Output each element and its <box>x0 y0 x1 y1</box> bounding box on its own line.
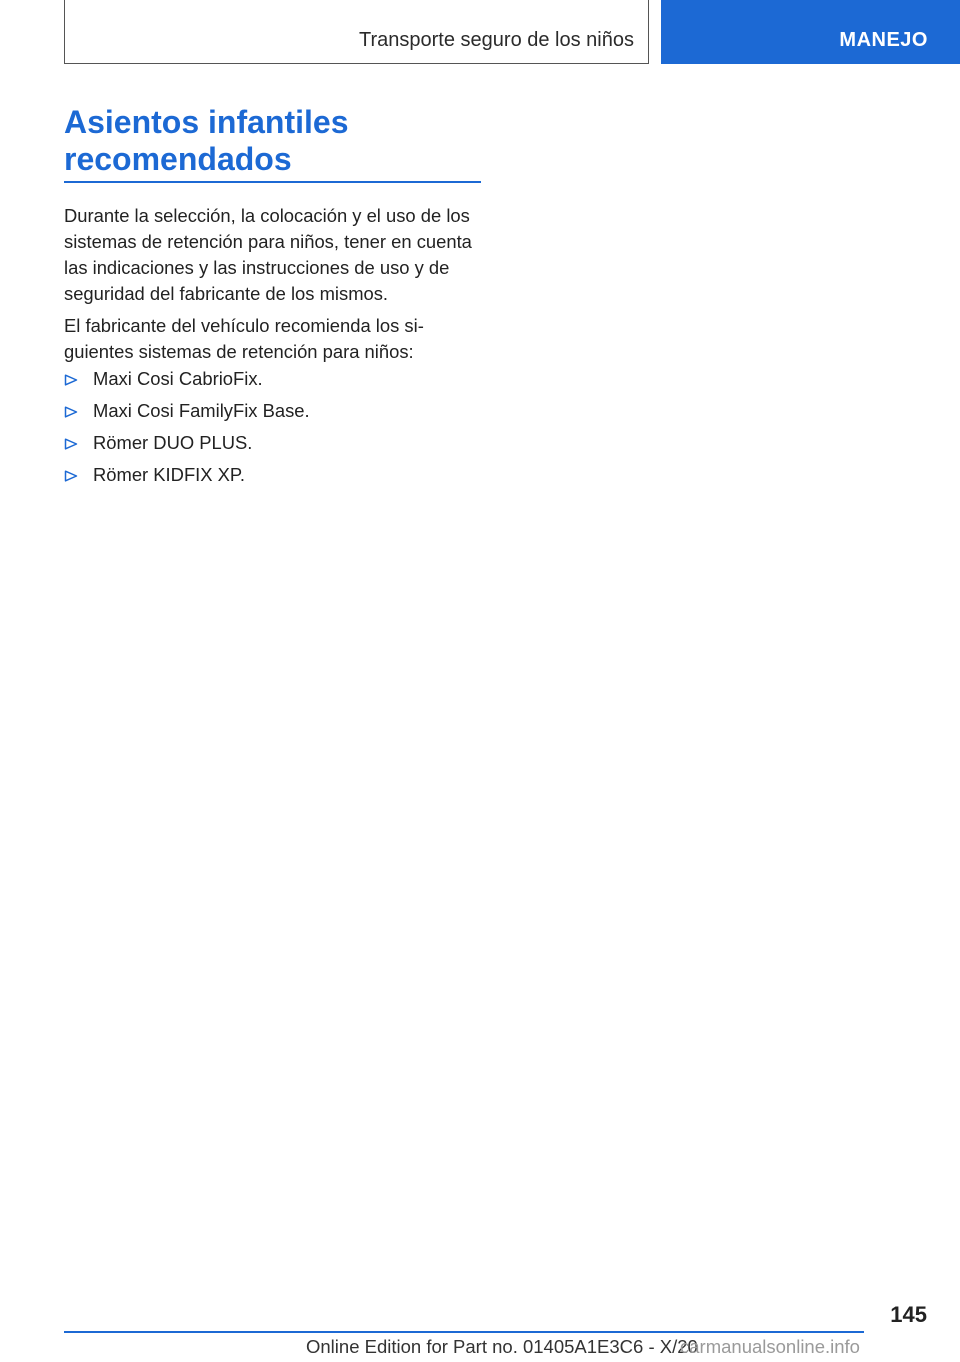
triangle-bullet-icon <box>64 406 78 418</box>
list-item-label: Maxi Cosi FamilyFix Base. <box>93 400 310 421</box>
edition-footer: Online Edition for Part no. 01405A1E3C6 - X/20 <box>306 1336 698 1357</box>
chapter-tab-label: MANEJO <box>839 29 928 51</box>
page-number: 145 <box>890 1302 927 1327</box>
intro-paragraph: Durante la selección, la colocación y el uso de los sistemas de retención para niños, tener en cuenta las indicaciones y las instrucciones de uso y de seguridad del fabricante de los mismos. <box>64 205 472 304</box>
list-item-label: Römer KIDFIX XP. <box>93 464 245 485</box>
list-item-label: Römer DUO PLUS. <box>93 432 253 453</box>
triangle-bullet-icon <box>64 374 78 386</box>
page-title-line1: Asientos infantiles <box>64 104 349 140</box>
triangle-bullet-icon <box>64 470 78 482</box>
list-item-label: Maxi Cosi CabrioFix. <box>93 368 263 389</box>
title-divider <box>64 181 481 183</box>
page-title-line2: recomendados <box>64 141 292 177</box>
watermark: carmanualsonline.info <box>680 1336 860 1357</box>
section-title: Transporte seguro de los niños <box>359 29 634 51</box>
section-header-box <box>64 0 649 64</box>
recommendation-paragraph: El fabricante del vehículo recomienda los siguientes sistemas de retención para niños: <box>64 315 424 362</box>
triangle-bullet-icon <box>64 438 78 450</box>
footer-divider <box>64 1331 864 1333</box>
page-title <box>64 104 484 178</box>
chapter-tab <box>661 0 960 64</box>
